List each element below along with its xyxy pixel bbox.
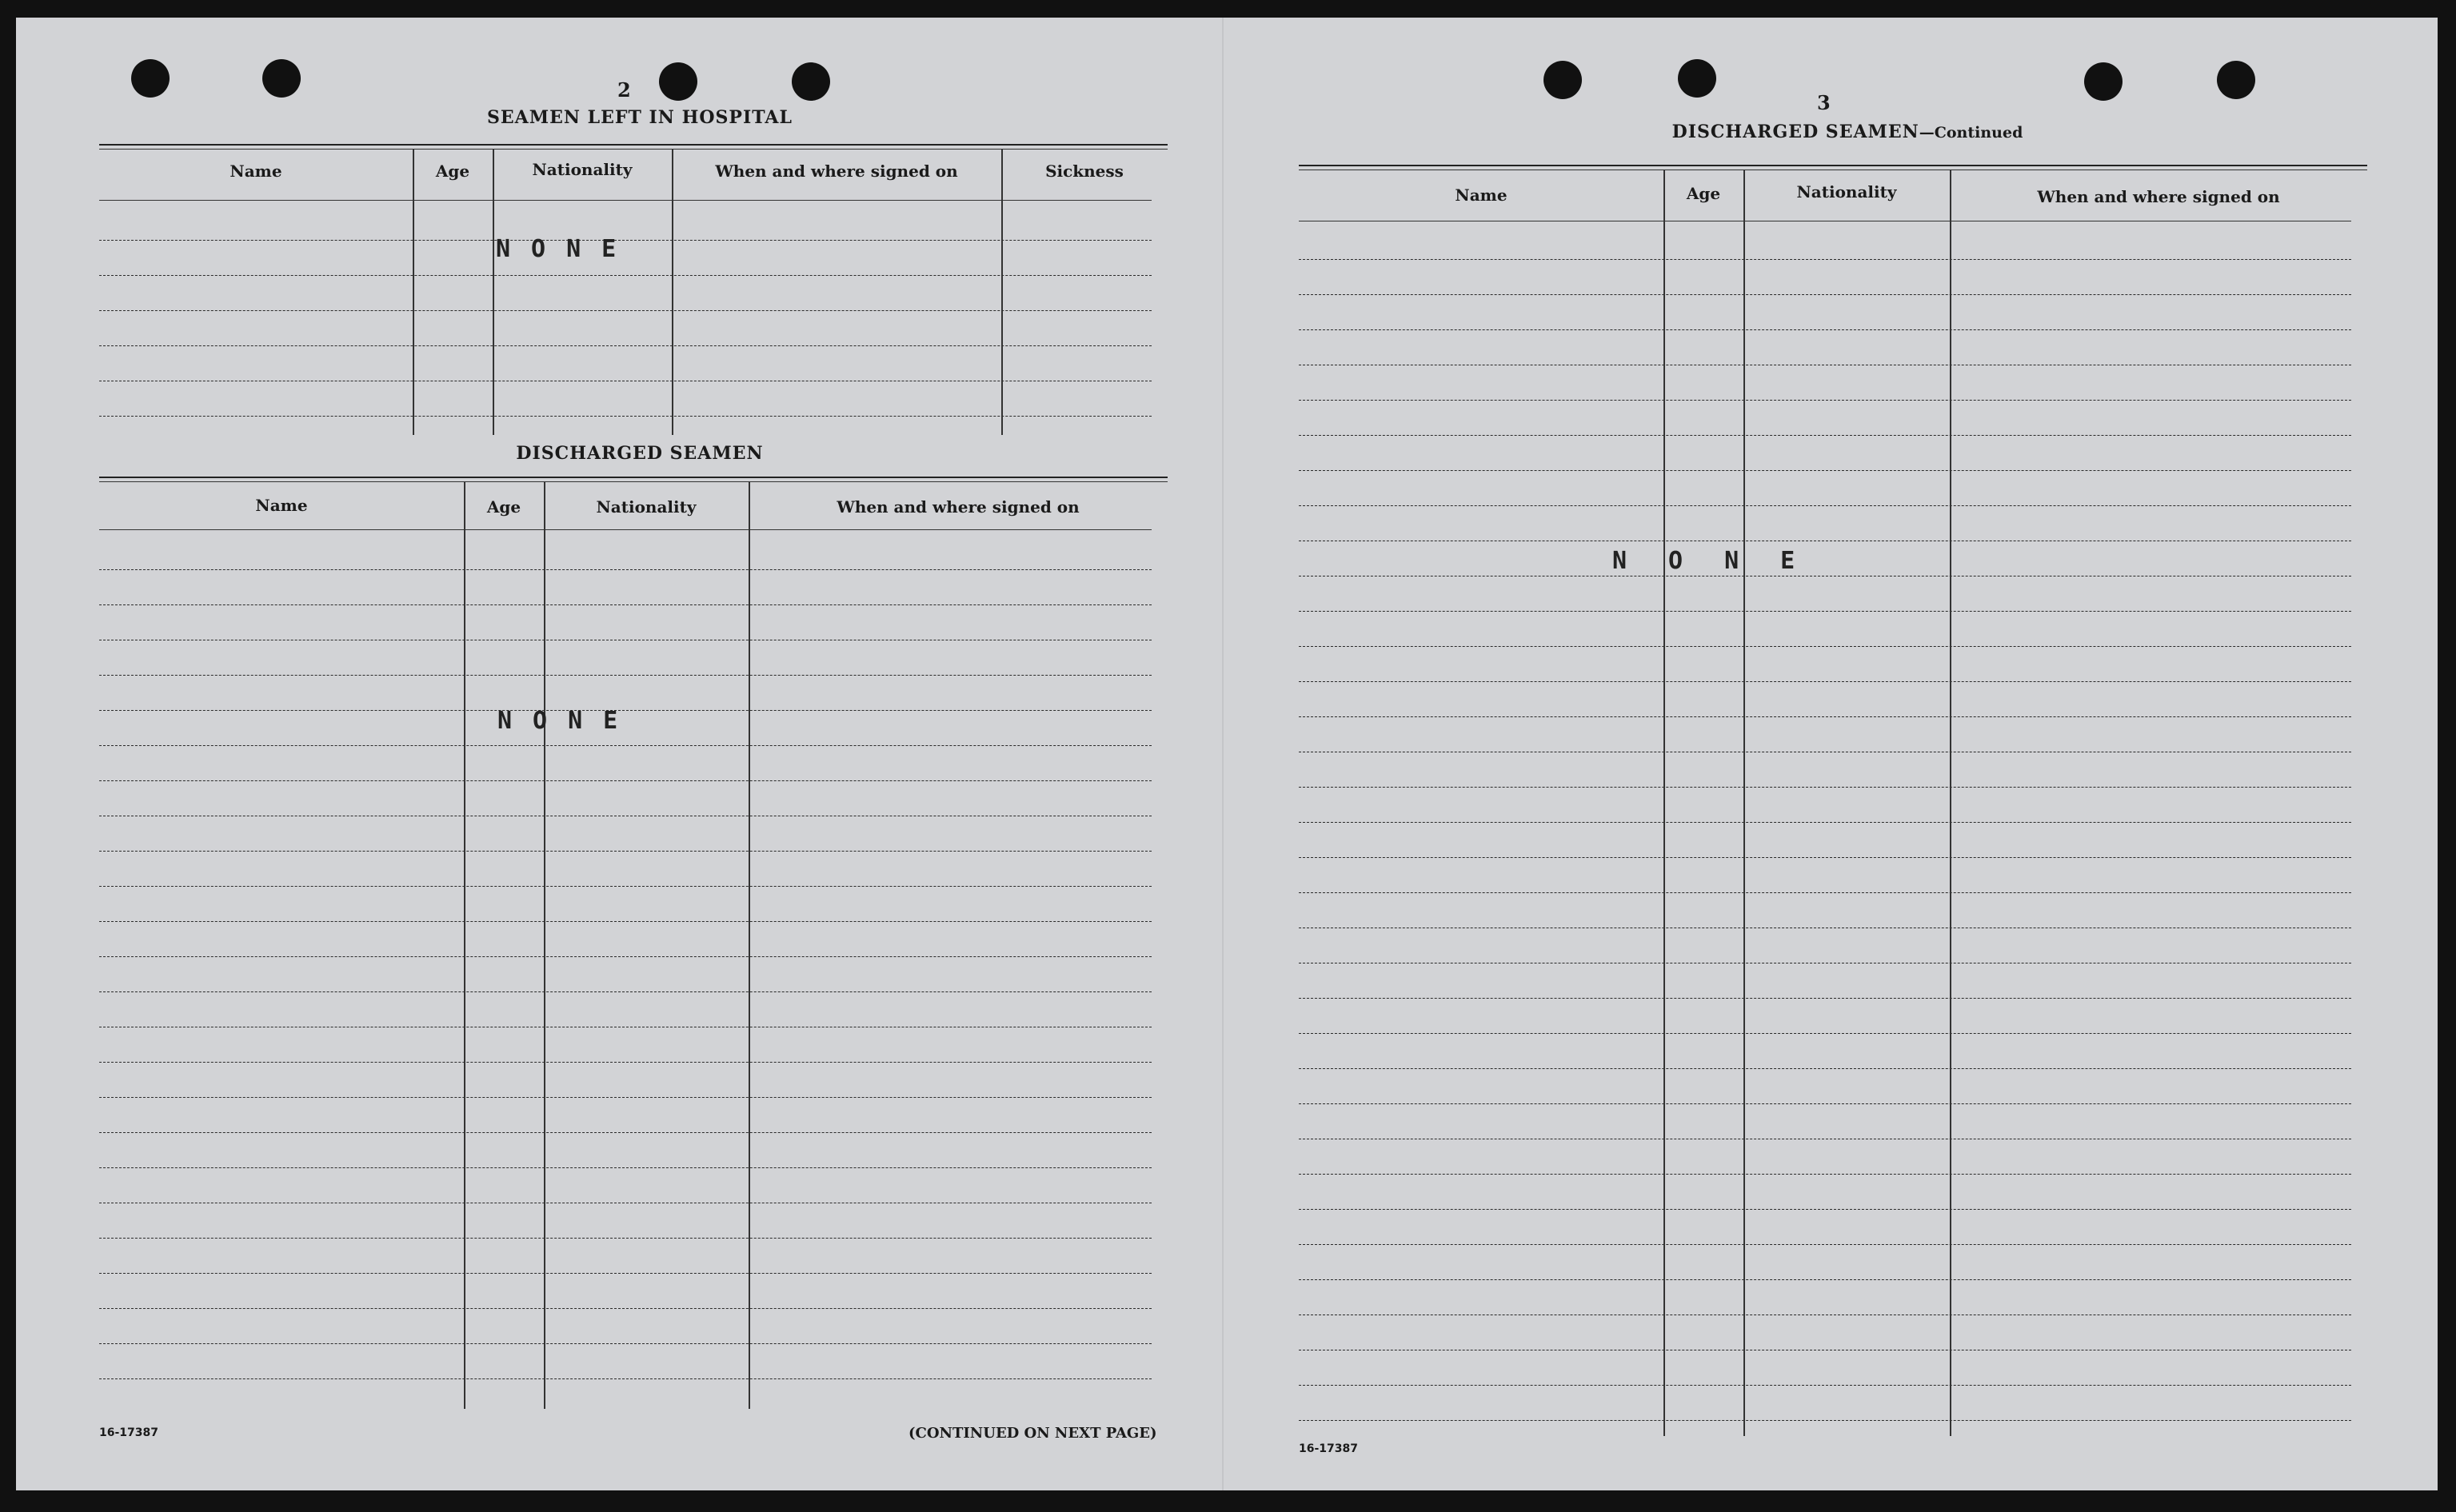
table-row-line	[99, 1273, 1152, 1274]
table-row-line	[1299, 470, 2351, 471]
column-header-sickness: Sickness	[1045, 162, 1124, 181]
table-row-line	[1299, 259, 2351, 260]
page-number: 2	[617, 78, 631, 102]
table-row-line	[99, 780, 1152, 781]
title-main: DISCHARGED SEAMEN	[1671, 122, 1919, 142]
hospital-section-title: SEAMEN LEFT IN HOSPITAL	[487, 107, 793, 128]
table-row-line	[1299, 787, 2351, 788]
table-row-line	[1299, 1174, 2351, 1175]
column-divider	[1743, 170, 1745, 1436]
table-row-line	[99, 991, 1152, 992]
table-row-line	[99, 886, 1152, 887]
column-header-name: Name	[230, 162, 282, 181]
column-divider	[413, 149, 414, 435]
column-header-signed-on: When and where signed on	[715, 162, 958, 181]
table-row-line	[99, 956, 1152, 957]
header-underline	[99, 529, 1152, 530]
form-number: 16-17387	[99, 1426, 158, 1439]
table-row-line	[99, 1097, 1152, 1098]
column-header-signed-on: When and where signed on	[2037, 187, 2280, 206]
continued-note: (CONTINUED ON NEXT PAGE)	[909, 1425, 1157, 1442]
punch-hole	[2084, 62, 2123, 101]
table-row-line	[99, 275, 1152, 276]
table-row-line	[1299, 998, 2351, 999]
table-row-line	[99, 416, 1152, 417]
table-row-line	[1299, 435, 2351, 436]
table-rule	[99, 144, 1168, 146]
table-row-line	[99, 1238, 1152, 1239]
column-header-age: Age	[435, 162, 470, 181]
table-row-line	[1299, 1420, 2351, 1421]
punch-hole	[659, 62, 697, 101]
column-divider	[672, 149, 673, 435]
table-row-line	[99, 1378, 1152, 1379]
column-header-age: Age	[486, 497, 521, 517]
table-rule	[1299, 165, 2367, 166]
punch-hole	[2217, 61, 2255, 99]
none-stamp: NONE	[496, 235, 637, 263]
form-number: 16-17387	[1299, 1442, 1358, 1455]
table-row-line	[99, 1062, 1152, 1063]
column-divider	[1950, 170, 1951, 1436]
discharged-section-title: DISCHARGED SEAMEN	[516, 443, 764, 464]
table-rule	[99, 149, 1168, 150]
column-divider	[493, 149, 494, 435]
table-rule	[99, 477, 1168, 478]
table-row-line	[1299, 1209, 2351, 1210]
table-row-line	[1299, 1033, 2351, 1034]
table-row-line	[99, 310, 1152, 311]
punch-hole	[131, 59, 170, 98]
table-row-line	[1299, 1244, 2351, 1245]
table-row-line	[1299, 505, 2351, 506]
column-divider	[464, 481, 465, 1409]
none-stamp: NONE	[497, 707, 639, 735]
table-rule	[99, 481, 1168, 482]
table-row-line	[1299, 822, 2351, 823]
table-row-line	[99, 604, 1152, 605]
column-header-nationality: Nationality	[596, 497, 697, 517]
table-row-line	[99, 851, 1152, 852]
column-divider	[1663, 170, 1665, 1436]
table-row-line	[1299, 646, 2351, 647]
header-underline	[99, 200, 1152, 201]
column-header-signed-on: When and where signed on	[837, 497, 1080, 517]
page-number: 3	[1817, 91, 1831, 114]
table-row-line	[1299, 1279, 2351, 1280]
table-row-line	[99, 675, 1152, 676]
column-divider	[749, 481, 750, 1409]
punch-hole	[262, 59, 301, 98]
column-divider	[544, 481, 545, 1409]
table-row-line	[1299, 1068, 2351, 1069]
punch-hole	[1543, 61, 1582, 99]
document-sheet	[16, 18, 2438, 1490]
table-row-line	[1299, 611, 2351, 612]
table-row-line	[99, 1308, 1152, 1309]
table-row-line	[99, 1132, 1152, 1133]
none-stamp: NONE	[1612, 547, 1837, 575]
table-row-line	[1299, 857, 2351, 858]
discharged-continued-title	[1567, 122, 2127, 142]
column-header-name: Name	[255, 496, 308, 515]
table-row-line	[99, 569, 1152, 570]
table-row-line	[99, 1167, 1152, 1168]
table-row-line	[99, 345, 1152, 346]
punch-hole	[1678, 59, 1716, 98]
table-row-line	[1299, 681, 2351, 682]
table-row-line	[1299, 716, 2351, 717]
table-row-line	[99, 1343, 1152, 1344]
table-row-line	[1299, 1103, 2351, 1104]
column-header-name: Name	[1455, 186, 1508, 205]
table-row-line	[99, 921, 1152, 922]
table-row-line	[1299, 400, 2351, 401]
column-header-age: Age	[1686, 184, 1721, 203]
punch-hole	[792, 62, 830, 101]
table-row-line	[1299, 1385, 2351, 1386]
table-row-line	[1299, 294, 2351, 295]
column-header-nationality: Nationality	[1796, 182, 1897, 201]
column-header-nationality: Nationality	[532, 160, 633, 179]
title-continued: —Continued	[1919, 124, 2023, 142]
table-row-line	[1299, 892, 2351, 893]
table-row-line	[99, 745, 1152, 746]
table-row-line	[1299, 329, 2351, 330]
page-fold	[1222, 18, 1224, 1490]
column-divider	[1001, 149, 1003, 435]
